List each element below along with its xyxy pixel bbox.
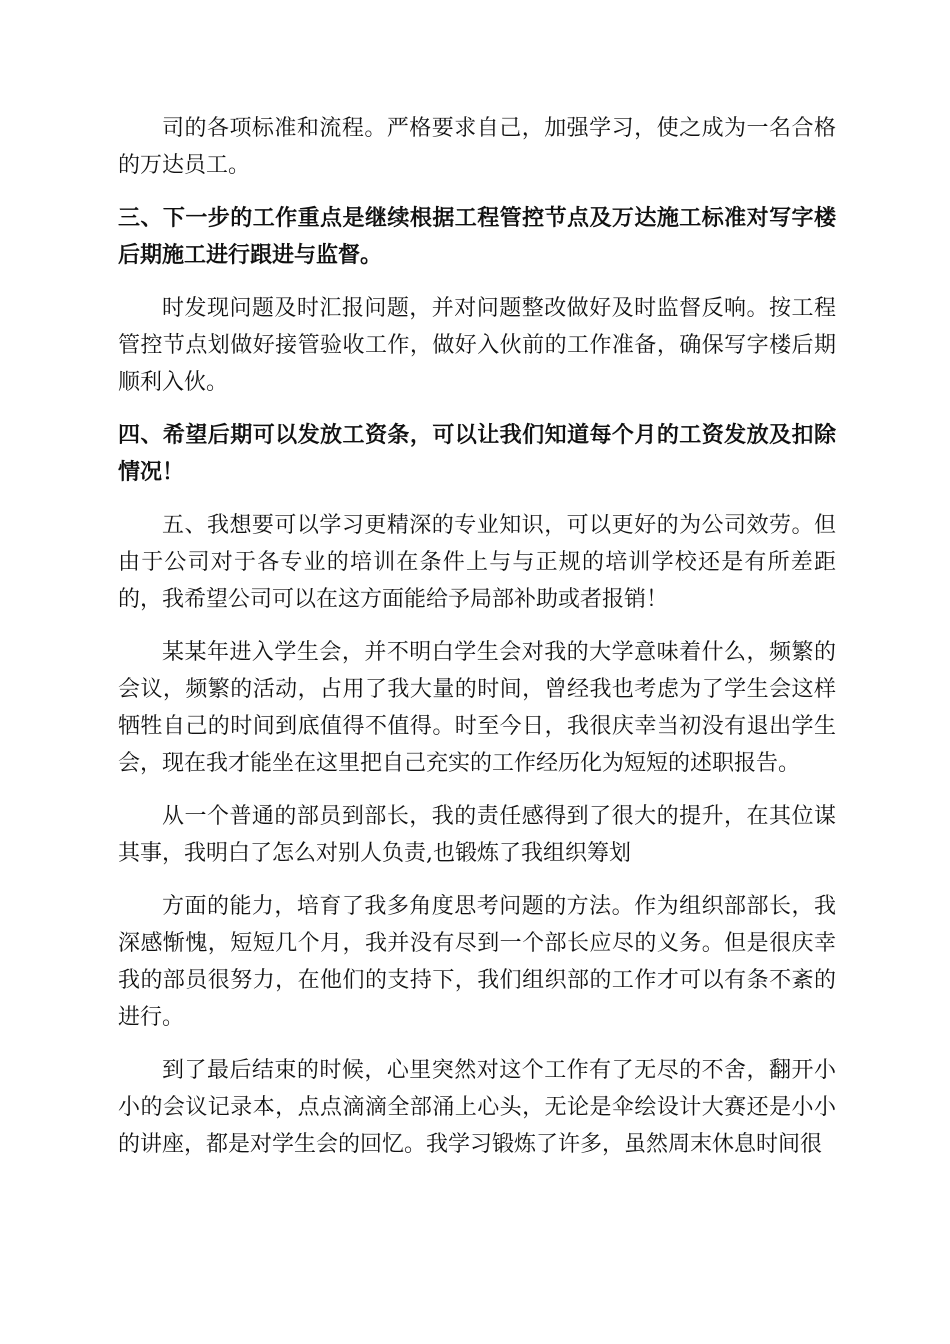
paragraph-7: 到了最后结束的时候，心里突然对这个工作有了无尽的不舍，翻开小小的会议记录本，点点滴滴全部涌上心头，无论是伞绘设计大赛还是小小的讲座，都是对学生会的回忆。我学习锻炼了许多，虽然周末休息时间很 <box>118 1058 836 1157</box>
paragraph-2: 时发现问题及时汇报问题，并对问题整改做好及时监督反响。按工程管控节点划做好接管验收工作，做好入伙前的工作准备，确保写字楼后期顺利入伙。 <box>118 296 836 395</box>
paragraph-6: 方面的能力，培育了我多角度思考问题的方法。作为组织部部长，我深感惭愧，短短几个月，我并没有尽到一个部长应尽的义务。但是很庆幸我的部员很努力，在他们的支持下，我们组织部的工作才可以有条不紊的进行。 <box>118 894 836 1030</box>
paragraph-5: 从一个普通的部员到部长，我的责任感得到了很大的提升，在其位谋其事，我明白了怎么对别人负责,也锻炼了我组织筹划 <box>118 804 836 866</box>
document-page <box>118 110 836 1163</box>
paragraph-1: 司的各项标准和流程。严格要求自己，加强学习，使之成为一名合格的万达员工。 <box>118 116 836 178</box>
section-heading-3: 三、下一步的工作重点是继续根据工程管控节点及万达施工标准对写字楼后期施工进行跟进与监督。 <box>118 206 836 268</box>
paragraph-4: 某某年进入学生会，并不明白学生会对我的大学意味着什么，频繁的会议，频繁的活动，占用了我大量的时间，曾经我也考虑为了学生会这样牺牲自己的时间到底值得不值得。时至今日，我很庆幸当初没有退出学生会，现在我才能坐在这里把自己充实的工作经历化为短短的述职报告。 <box>118 640 836 776</box>
paragraph-3: 五、我想要可以学习更精深的专业知识，可以更好的为公司效劳。但由于公司对于各专业的培训在条件上与与正规的培训学校还是有所差距的，我希望公司可以在这方面能给予局部补助或者报销！ <box>118 513 836 612</box>
section-heading-4: 四、希望后期可以发放工资条，可以让我们知道每个月的工资发放及扣除情况！ <box>118 423 836 485</box>
